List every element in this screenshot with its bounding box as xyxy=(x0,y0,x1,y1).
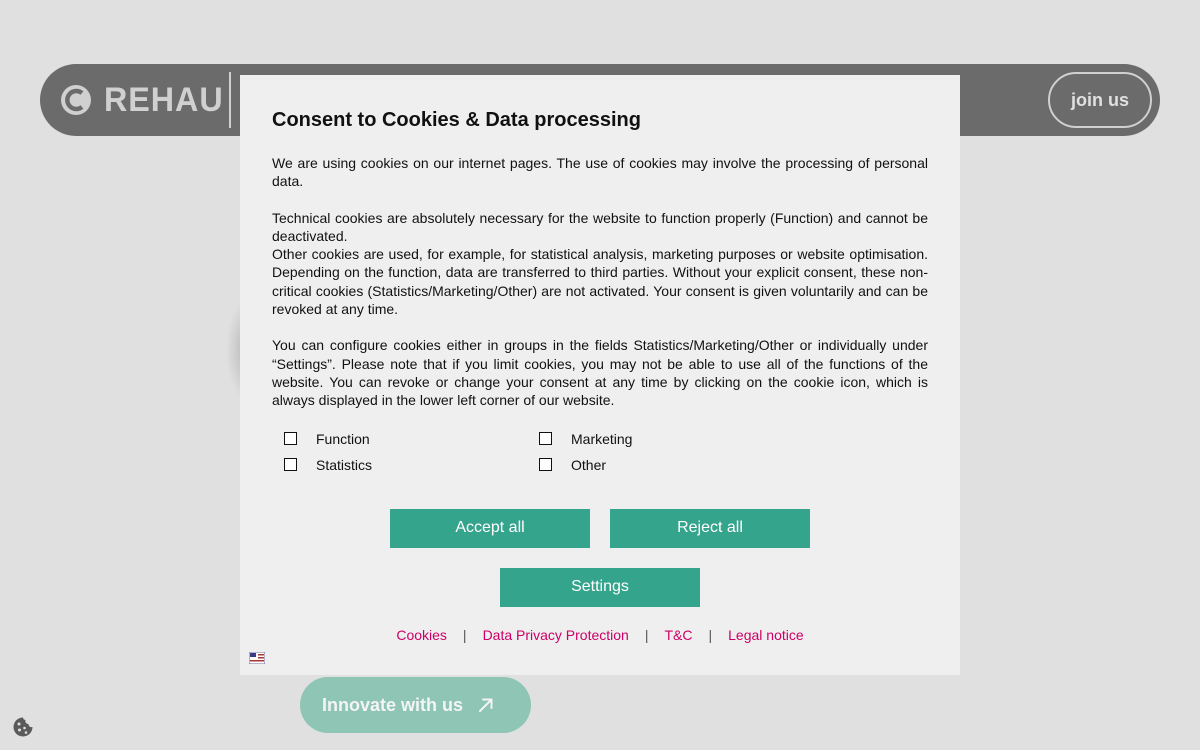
arrow-up-right-icon xyxy=(477,696,495,714)
link-separator: | xyxy=(644,626,649,643)
checkbox-box[interactable] xyxy=(284,432,297,445)
consent-paragraph-1: We are using cookies on our internet pages. The use of cookies may involve the processing of personal data. xyxy=(272,155,928,190)
checkbox-function[interactable] xyxy=(284,430,539,448)
settings-button[interactable]: Settings xyxy=(500,568,700,607)
header-divider xyxy=(229,72,231,128)
checkbox-label: Other xyxy=(571,456,607,473)
checkbox-box[interactable] xyxy=(539,458,552,471)
dialog-title: Consent to Cookies & Data processing xyxy=(272,109,641,131)
link-data-privacy[interactable]: Data Privacy Protection xyxy=(482,626,629,643)
checkbox-label: Function xyxy=(316,430,370,447)
logo-text: REHAU xyxy=(104,81,224,119)
checkbox-label: Statistics xyxy=(316,456,373,473)
innovate-label: Innovate with us xyxy=(322,694,464,715)
reject-all-button[interactable]: Reject all xyxy=(610,509,810,548)
consent-paragraph-2: Technical cookies are absolutely necessary for the website to function properly (Function) and cannot be deactivated. xyxy=(272,209,928,244)
link-legal-notice[interactable]: Legal notice xyxy=(728,626,804,643)
rehau-logo-icon xyxy=(60,84,92,116)
language-flag-icon[interactable] xyxy=(249,652,265,664)
join-us-button[interactable]: join us xyxy=(1048,72,1152,128)
checkbox-other[interactable] xyxy=(539,456,794,474)
link-terms[interactable]: T&C xyxy=(664,626,693,643)
accept-all-button[interactable]: Accept all xyxy=(390,509,590,548)
checkbox-marketing[interactable] xyxy=(539,430,794,448)
consent-paragraph-3: Other cookies are used, for example, for statistical analysis, marketing purposes or website optimisation. Depending on the function, data are transferred to third parties. Without your explicit consent, these non-critical cookies (Statistics/Marketing/Other) are not activated. Your consent is given voluntarily and can be revoked at any time. xyxy=(272,246,928,318)
consent-paragraph-4: You can configure cookies either in groups in the fields Statistics/Marketing/Other or individually under “Settings”. Please note that if you limit cookies, you may not be able to use all of the functions of the website. You can revoke or change your consent at any time by clicking on the cookie icon, which is always displayed in the lower left corner of our website. xyxy=(272,337,928,409)
cookie-icon[interactable] xyxy=(11,715,35,739)
footer-links xyxy=(272,627,928,643)
checkbox-box[interactable] xyxy=(284,458,297,471)
cookie-consent-dialog xyxy=(240,75,960,675)
checkbox-statistics[interactable] xyxy=(284,456,539,474)
link-separator: | xyxy=(708,626,713,643)
rehau-logo[interactable] xyxy=(60,81,230,119)
checkbox-label: Marketing xyxy=(571,430,633,447)
link-cookies[interactable]: Cookies xyxy=(396,626,447,643)
settings-button-row xyxy=(272,568,928,607)
checkbox-box[interactable] xyxy=(539,432,552,445)
primary-button-row xyxy=(272,509,928,548)
link-separator: | xyxy=(462,626,467,643)
innovate-button[interactable] xyxy=(300,677,531,733)
cookie-category-checkboxes xyxy=(272,430,928,474)
